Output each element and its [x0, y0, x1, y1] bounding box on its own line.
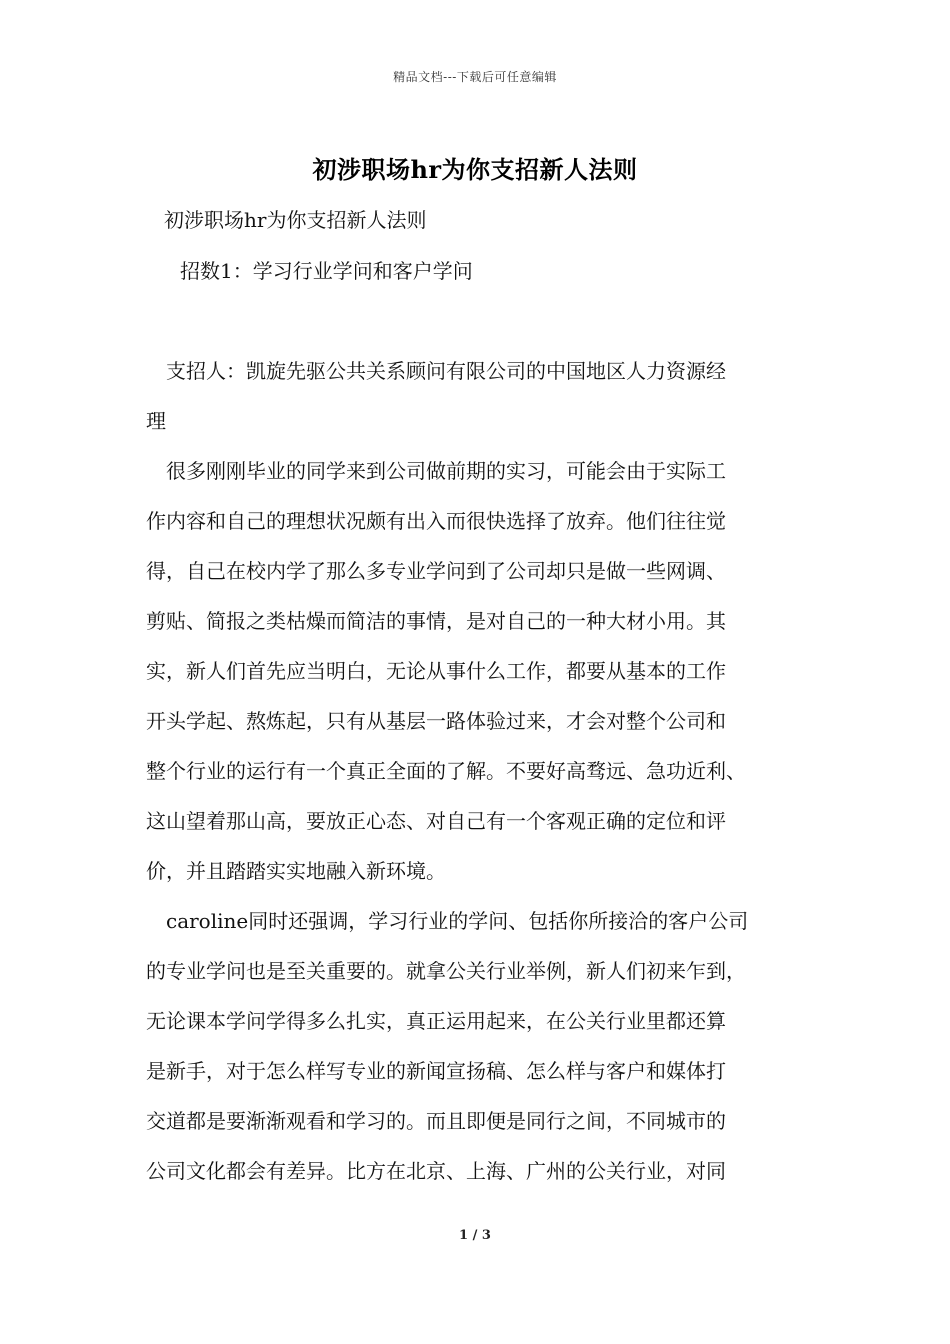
paragraph-line: 这山望着那山高，要放正心态、对自己有一个客观正确的定位和评	[146, 809, 726, 833]
paragraph-line: 得，自己在校内学了那么多专业学问到了公司却只是做一些网调、	[146, 559, 726, 583]
paragraph-line: 无论课本学问学得多么扎实，真正运用起来，在公关行业里都还算	[146, 1009, 726, 1033]
paragraph-line: 支招人：凯旋先驱公共关系顾问有限公司的中国地区人力资源经	[166, 359, 726, 383]
document-subtitle: 初涉职场hr为你支招新人法则	[164, 208, 427, 232]
section-heading: 招数1：学习行业学问和客户学问	[180, 259, 473, 283]
paragraph-line: 交道都是要渐渐观看和学习的。而且即便是同行之间，不同城市的	[146, 1109, 726, 1133]
paragraph-line: 理	[146, 409, 166, 433]
paragraph-line: 作内容和自己的理想状况颇有出入而很快选择了放弃。他们往往觉	[146, 509, 726, 533]
paragraph-line: 整个行业的运行有一个真正全面的了解。不要好高骛远、急功近利、	[146, 759, 746, 783]
paragraph-line: 的专业学问也是至关重要的。就拿公关行业举例，新人们初来乍到，	[146, 959, 746, 983]
paragraph-line: 实，新人们首先应当明白，无论从事什么工作，都要从基本的工作	[146, 659, 726, 683]
page-indicator: 1 / 3	[459, 1228, 491, 1243]
paragraph-line: 很多刚刚毕业的同学来到公司做前期的实习，可能会由于实际工	[166, 459, 726, 483]
paragraph-line: 剪贴、简报之类枯燥而简洁的事情，是对自己的一种大材小用。其	[146, 609, 726, 633]
header-note: 精品文档---下载后可任意编辑	[393, 70, 557, 84]
paragraph-line: 开头学起、熬炼起，只有从基层一路体验过来，才会对整个公司和	[146, 709, 726, 733]
paragraph-line: 价，并且踏踏实实地融入新环境。	[146, 859, 446, 883]
paragraph-line: 是新手，对于怎么样写专业的新闻宣扬稿、怎么样与客户和媒体打	[146, 1059, 726, 1083]
document-title: 初涉职场hr为你支招新人法则	[312, 155, 638, 184]
paragraph-line: caroline同时还强调，学习行业的学问、包括你所接洽的客户公司	[166, 909, 749, 933]
paragraph-line: 公司文化都会有差异。比方在北京、上海、广州的公关行业，对同	[146, 1159, 726, 1183]
